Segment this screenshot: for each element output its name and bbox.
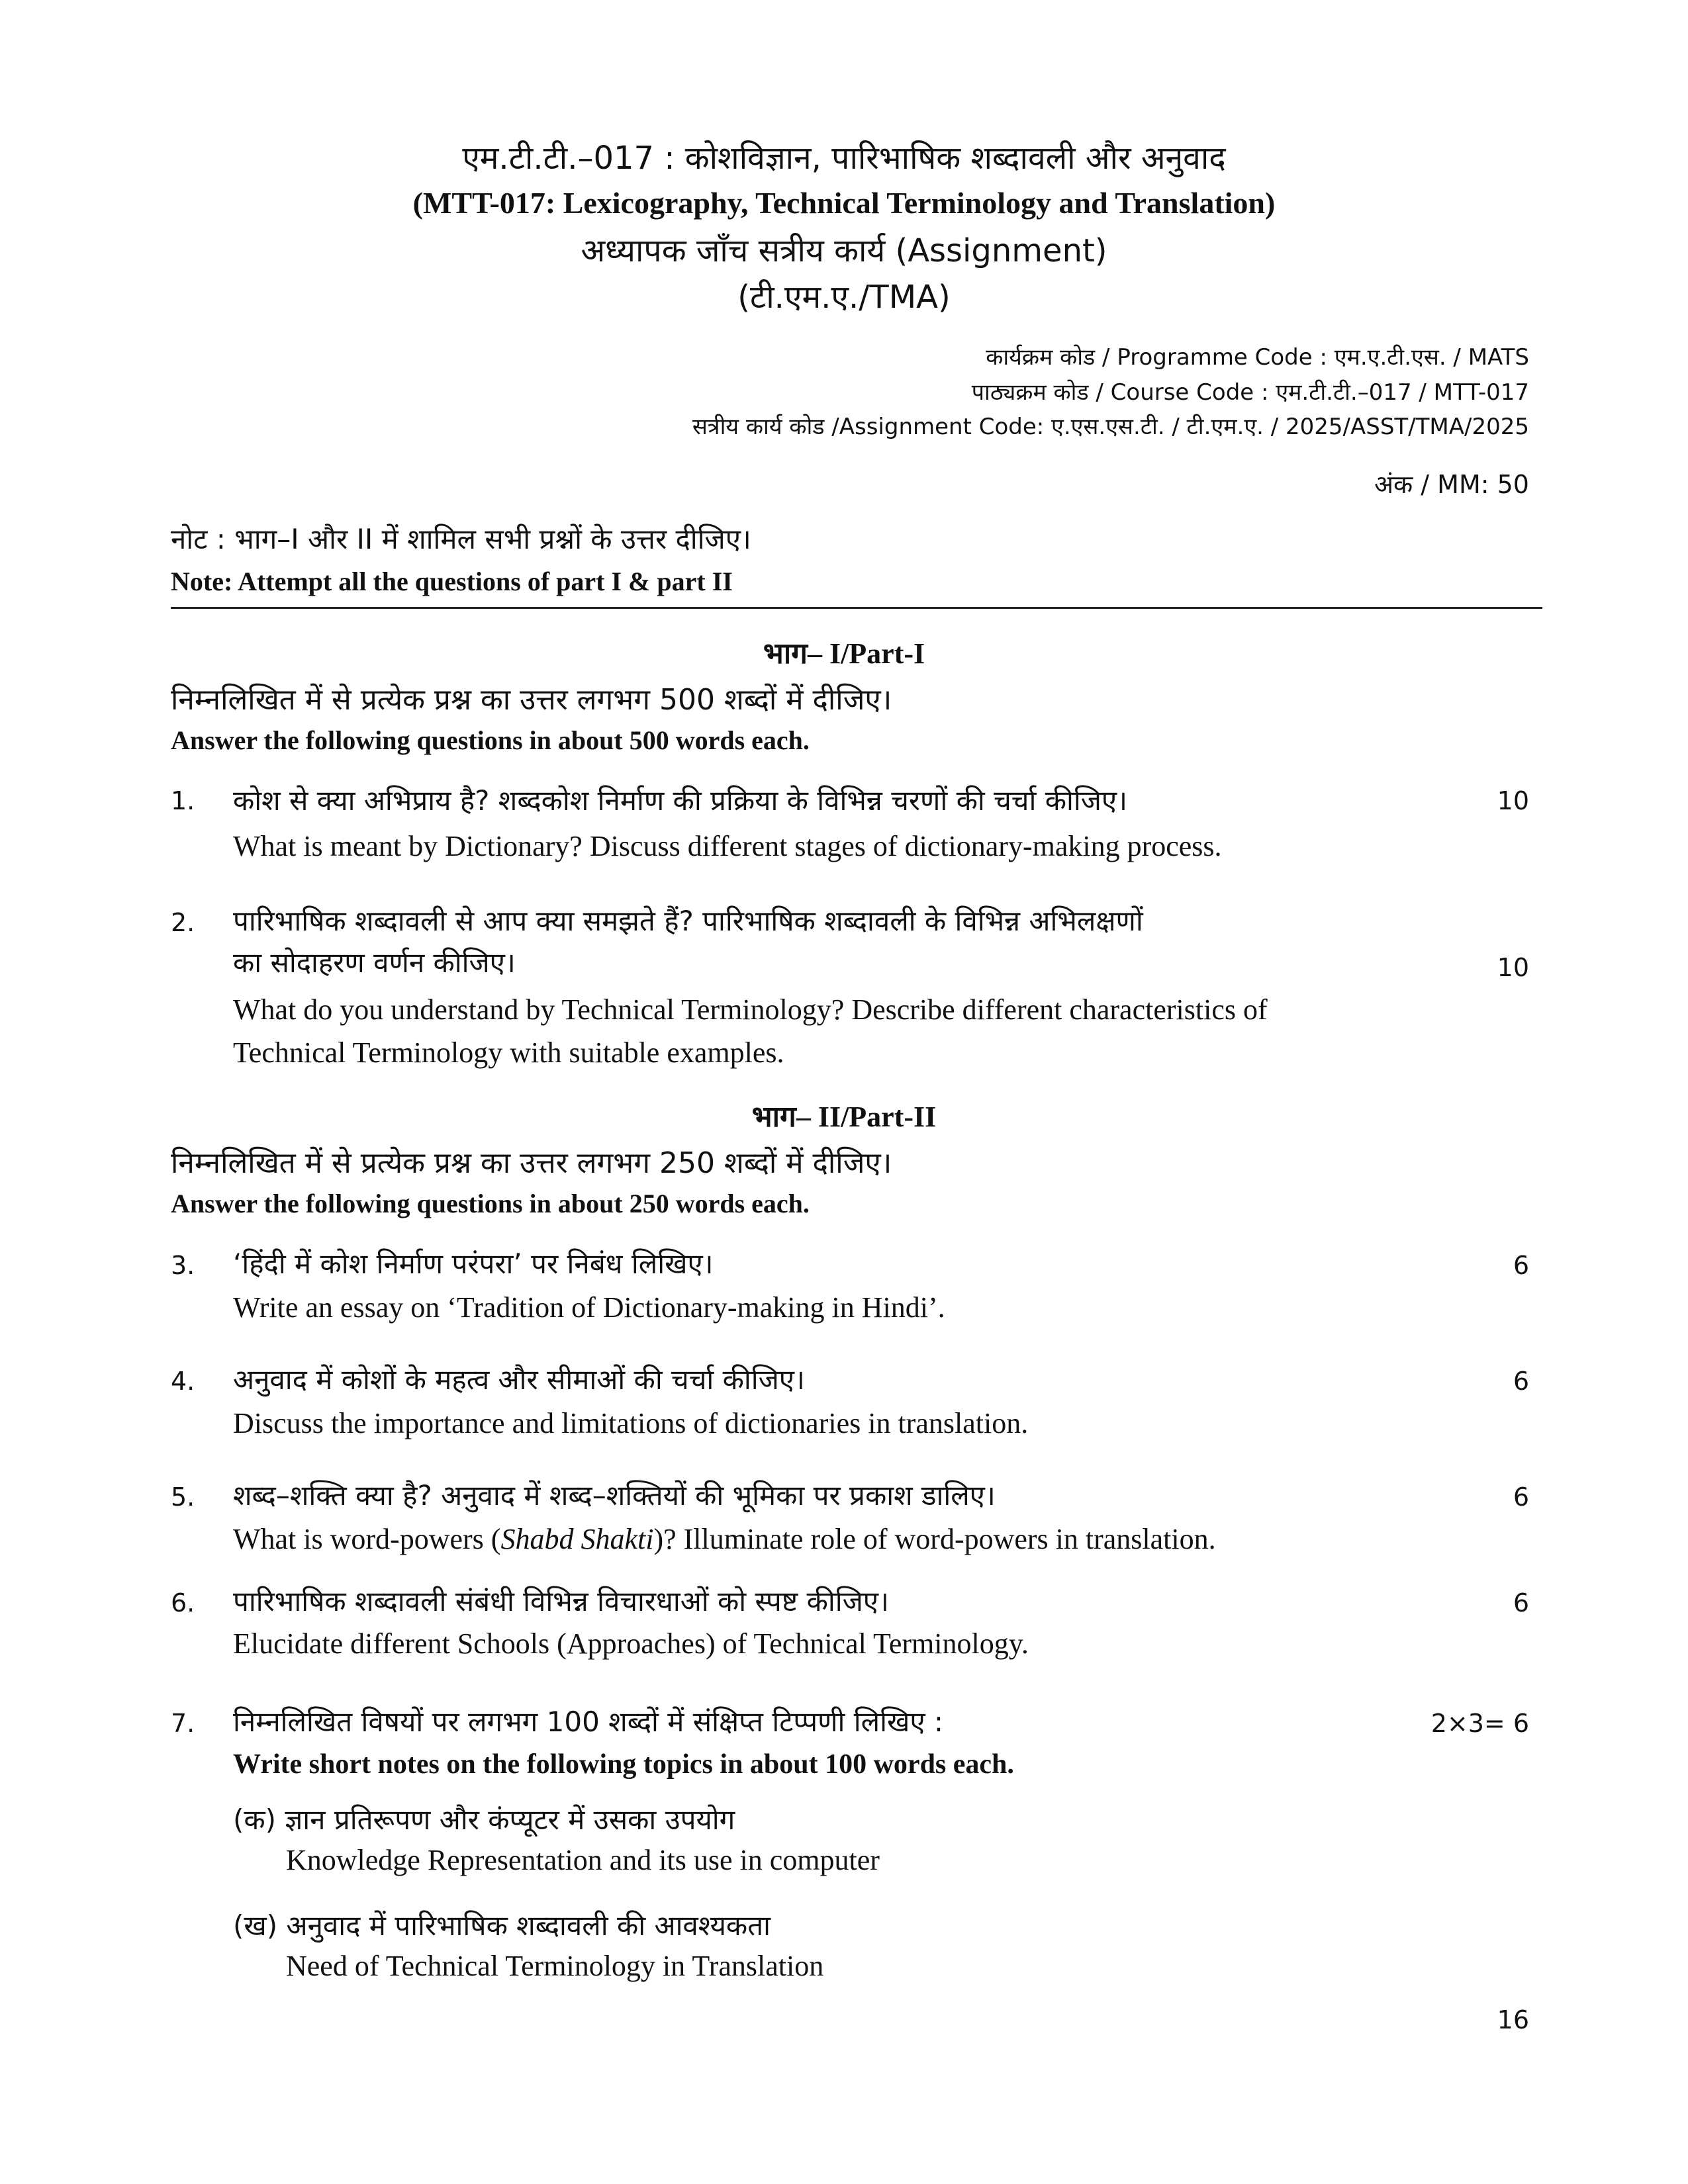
question-english-part: What is word-powers ( <box>233 1523 501 1555</box>
question-number: 1. <box>171 786 195 815</box>
question-number: 2. <box>171 908 195 937</box>
question-hindi: अनुवाद में कोशों के महत्व और सीमाओं की चर्चा कीजिए। <box>233 1363 805 1396</box>
question-number: 5. <box>171 1482 195 1512</box>
assignment-heading: अध्यापक जाँच सत्रीय कार्य (Assignment) <box>581 232 1107 269</box>
part2-instruction-english: Answer the following questions in about 250 words each. <box>171 1189 810 1218</box>
question-marks: 6 <box>1513 1367 1529 1396</box>
question-english-italic: Shabd Shakti <box>500 1523 654 1555</box>
question-english: Elucidate different Schools (Approaches) of Technical Terminology. <box>233 1627 1029 1660</box>
question-english: Write short notes on the following topics in about 100 words each. <box>233 1749 1014 1780</box>
note-english: Note: Attempt all the questions of part I & part II <box>171 567 733 596</box>
programme-code: कार्यक्रम कोड / Programme Code : एम.ए.टी.एस. / MATS <box>986 344 1529 371</box>
title-hindi: एम.टी.टी.–017 : कोशविज्ञान, पारिभाषिक शब्दावली और अनुवाद <box>462 140 1226 177</box>
course-code: पाठ्यक्रम कोड / Course Code : एम.टी.टी.–017 / MTT-017 <box>971 379 1529 406</box>
question-hindi: शब्द–शक्ति क्या है? अनुवाद में शब्द–शक्तियों की भूमिका पर प्रकाश डालिए। <box>233 1479 996 1512</box>
question-english: Write an essay on ‘Tradition of Dictionary-making in Hindi’. <box>233 1291 945 1324</box>
part1-heading: भाग– I/Part-I <box>763 637 925 670</box>
page-number: 16 <box>1497 2005 1529 2034</box>
question-hindi: पारिभाषिक शब्दावली से आप क्या समझते हैं? पारिभाषिक शब्दावली के विभिन्न अभिलक्षणों <box>233 905 1143 937</box>
max-marks: अंक / MM: 50 <box>1374 470 1529 499</box>
note-hindi: नोट : भाग–I और II में शामिल सभी प्रश्नों के उत्तर दीजिए। <box>171 523 751 555</box>
question-hindi: कोश से क्या अभिप्राय है? शब्दकोश निर्माण की प्रक्रिया के विभिन्न चरणों की चर्चा कीजिए। <box>233 784 1128 817</box>
part2-instruction-hindi: निम्नलिखित में से प्रत्येक प्रश्न का उत्तर लगभग 250 शब्दों में दीजिए। <box>171 1146 892 1180</box>
question-number: 7. <box>171 1709 195 1738</box>
subquestion-english: Need of Technical Terminology in Translation <box>286 1950 824 1982</box>
question-english-cont: Technical Terminology with suitable examples. <box>233 1036 784 1069</box>
question-hindi-cont: का सोदाहरण वर्णन कीजिए। <box>233 946 516 979</box>
question-hindi: निम्नलिखित विषयों पर लगभग 100 शब्दों में संक्षिप्त टिप्पणी लिखिए : <box>233 1706 944 1738</box>
question-marks: 2×3= 6 <box>1430 1709 1529 1738</box>
question-number: 3. <box>171 1251 195 1280</box>
part2-heading: भाग– II/Part-II <box>751 1101 937 1133</box>
subquestion-hindi: (क) ज्ञान प्रतिरूपण और कंप्यूटर में उसका उपयोग <box>233 1803 735 1836</box>
question-marks: 10 <box>1497 786 1529 815</box>
header-divider <box>171 607 1542 609</box>
question-english: What do you understand by Technical Terminology? Describe different characteristics of <box>233 993 1268 1026</box>
question-english: What is meant by Dictionary? Discuss different stages of dictionary-making process. <box>233 830 1222 862</box>
question-english-part: )? Illuminate role of word-powers in translation. <box>653 1523 1216 1555</box>
question-marks: 10 <box>1497 953 1529 982</box>
assignment-code: सत्रीय कार्य कोड /Assignment Code: ए.एस.एस.टी. / टी.एम.ए. / 2025/ASST/TMA/2025 <box>692 414 1529 440</box>
question-english: Discuss the importance and limitations of dictionaries in translation. <box>233 1407 1029 1439</box>
question-marks: 6 <box>1513 1251 1529 1280</box>
question-hindi: ‘हिंदी में कोश निर्माण परंपरा’ पर निबंध लिखिए। <box>233 1248 714 1280</box>
part1-instruction-hindi: निम्नलिखित में से प्रत्येक प्रश्न का उत्तर लगभग 500 शब्दों में दीजिए। <box>171 683 892 717</box>
subquestion-hindi: (ख) अनुवाद में पारिभाषिक शब्दावली की आवश्यकता <box>233 1909 771 1942</box>
question-hindi: पारिभाषिक शब्दावली संबंधी विभिन्न विचारधाओं को स्पष्ट कीजिए। <box>233 1585 889 1617</box>
subquestion-english: Knowledge Representation and its use in computer <box>286 1844 880 1876</box>
question-english <box>233 1522 1216 1556</box>
tma-label: (टी.एम.ए./TMA) <box>737 279 951 316</box>
question-number: 4. <box>171 1367 195 1396</box>
title-english: (MTT-017: Lexicography, Technical Terminology and Translation) <box>412 186 1276 220</box>
question-marks: 6 <box>1513 1482 1529 1512</box>
part1-instruction-english: Answer the following questions in about 500 words each. <box>171 725 810 755</box>
question-marks: 6 <box>1513 1588 1529 1617</box>
question-number: 6. <box>171 1588 195 1617</box>
